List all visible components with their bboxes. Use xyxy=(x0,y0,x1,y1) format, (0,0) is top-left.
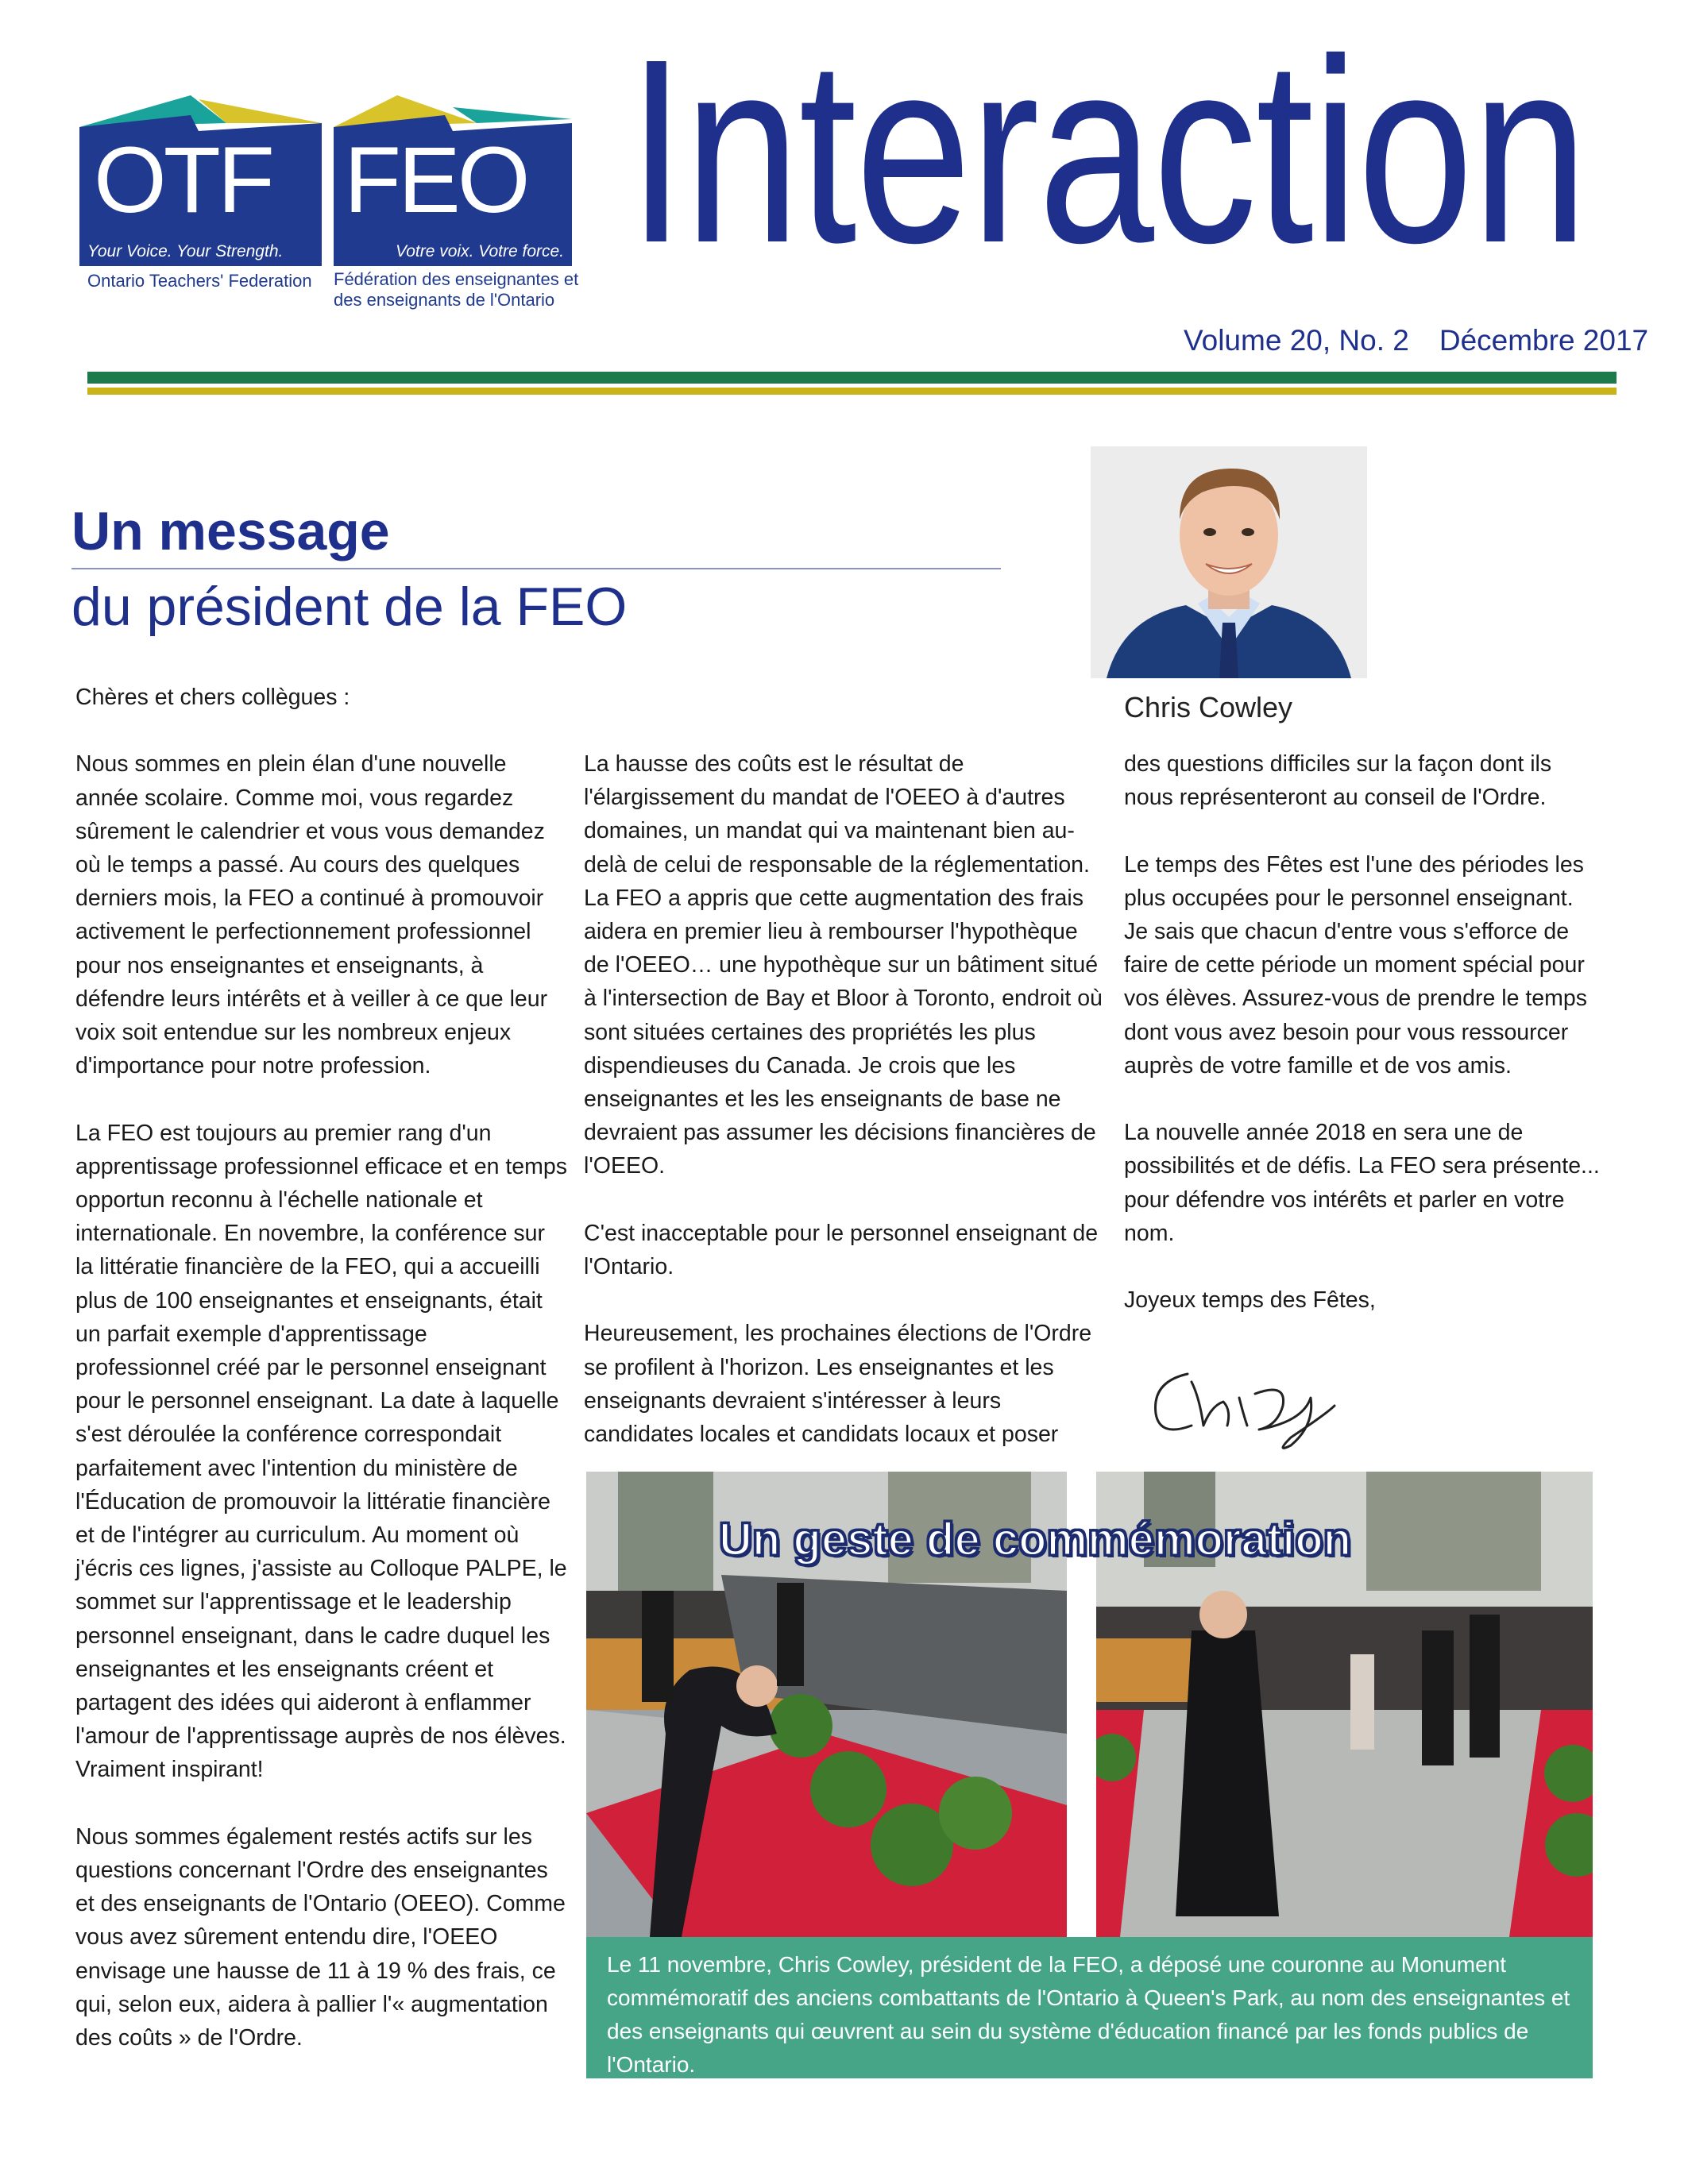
logo-org-en: Ontario Teachers' Federation xyxy=(87,271,312,291)
signature-image xyxy=(1144,1350,1350,1461)
header-rule-green xyxy=(87,372,1617,384)
headline-divider xyxy=(71,568,1001,569)
col1-salutation: Chères et chers collègues : xyxy=(75,685,350,710)
col3-closing: Joyeux temps des Fêtes, xyxy=(1124,1287,1376,1314)
paragraph-gap xyxy=(584,1283,1108,1317)
issue-volume: Volume 20, No. 2 xyxy=(1184,324,1409,357)
paragraph-gap xyxy=(1124,1250,1601,1283)
col1-paragraph: Nous sommes en plein élan d'une nouvelle année scolaire. Comme moi, vous regardez sûrement le calendrier et vous vous demandez où le temps a passé. Au cours des quelques derniers mois, la FEO a continué à promouvoir activement le perfectionnement professionnel pour nos enseignantes et enseignants, à défendre leurs intérêts et à veiller à ce que leur voix soit entendue sur les nombreux enjeux d'importance pour notre profession. xyxy=(75,751,548,1079)
col3-paragraph: Le temps des Fêtes est l'une des périodes les plus occupées pour le personnel enseignant. Je sais que chacun d'entre vous s'efforce de faire de cette période un moment spécial pour vos élèves. Assurez-vous de prendre le temps dont vous avez besoin pour vous ressourcer auprès de votre famille et de vos amis. xyxy=(1124,851,1587,1078)
col2-paragraph: La hausse des coûts est le résultat de l'élargissement du mandat de l'OEEO à d'autres domaines, un mandat qui va maintenant bien au-delà de celui de responsable de la réglementation. La FEO a appris que cette augmentation des frais aidera en premier lieu à rembourser l'hypothèque de l'OEEO… une hypothèque sur un bâtiment situé à l'intersection de Bay et Bloor à Toronto, endroit où sont situées certaines des propriétés les plus dispendieuses du Canada. Je crois que les enseignantes et les les enseignants de base ne devraient pas assumer les décisions financières de l'OEEO. xyxy=(584,751,1103,1179)
paragraph-gap xyxy=(1124,814,1601,847)
paragraph-gap xyxy=(75,714,568,747)
president-portrait xyxy=(1091,446,1367,678)
logo-tagline-en: Your Voice. Your Strength. xyxy=(87,242,284,260)
paragraph-gap xyxy=(75,1082,568,1116)
article-column-3 xyxy=(1124,747,1601,1317)
logo-org-fr-line2: des enseignants de l'Ontario xyxy=(334,290,555,310)
photo-caption: Le 11 novembre, Chris Cowley, président de la FEO, a déposé une couronne au Monument commémoratif des anciens combattants de l'Ontario à Queen's Park, au nom des enseignantes et des enseignants qui œuvrent au sein du système d'éducation financé par les fonds publics de l'Ontario. xyxy=(586,1937,1593,2078)
article-column-2 xyxy=(584,747,1108,1451)
col3-paragraph: La nouvelle année 2018 en sera une de possibilités et de défis. La FEO sera présente... pour défendre vos intérêts et parler en votre nom. xyxy=(1124,1120,1600,1246)
photo-section-title: Un geste de commémoration xyxy=(719,1514,1352,1565)
logo-otf-text: OTF xyxy=(94,128,272,233)
logo-org-fr-line1: Fédération des enseignantes et xyxy=(334,269,579,289)
col1-paragraph: La FEO est toujours au premier rang d'un apprentissage professionnel efficace et en temps opportun reconnu à l'échelle nationale et internationale. En novembre, la conférence sur la littératie financière de la FEO, qui a accueilli plus de 100 enseignantes et enseignants, était un parfait exemple d'apprentissage professionnel créé par le personnel enseignant pour le personnel enseignant. La date à laquelle s'est déroulée la conférence correspondait parfaitement avec l'intention du ministère de l'Éducation de promouvoir la littératie financière et de l'intégrer au curriculum. Au moment où j'écris ces lignes, j'assiste au Colloque PALPE, le sommet sur l'apprentissage et le leadership personnel enseignant, dans le cadre duquel les enseignantes et les enseignants créent et partagent des idées qui aideront à enflammer l'amour de l'apprentissage auprès de nos élèves. Vraiment inspirant! xyxy=(75,1120,567,1783)
paragraph-gap xyxy=(75,1787,568,1820)
headline-sub: du président de la FEO xyxy=(71,577,628,637)
paragraph-gap xyxy=(584,1183,1108,1217)
col2-paragraph: C'est inacceptable pour le personnel enseignant de l'Ontario. xyxy=(584,1220,1099,1280)
article-column-1 xyxy=(75,681,568,2055)
col1-paragraph: Nous sommes également restés actifs sur les questions concernant l'Ordre des enseignantes et des enseignants de l'Ontario (OEEO). Comme vous avez sûrement entendu dire, l'OEEO envisage une hausse de 11 à 19 % des frais, ce qui, selon eux, aidera à pallier l'« augmentation des coûts » de l'Ordre. xyxy=(75,1823,566,2051)
portrait-caption: Chris Cowley xyxy=(1124,691,1293,723)
paragraph-gap xyxy=(1124,1082,1601,1116)
otf-feo-logo xyxy=(79,91,588,318)
president-signature xyxy=(1144,1350,1350,1465)
portrait-image xyxy=(1091,446,1367,678)
masthead-title: Interaction xyxy=(628,4,1587,297)
header-rule-yellow xyxy=(87,388,1617,395)
col2-paragraph: Heureusement, les prochaines élections de l'Ordre se profilent à l'horizon. Les enseignantes et les enseignants devraient s'intéresser à leurs candidates locales et candidats locaux et poser xyxy=(584,1321,1092,1448)
headline-main: Un message xyxy=(71,501,390,561)
logo-tagline-fr: Votre voix. Votre force. xyxy=(396,242,565,260)
issue-date: Décembre 2017 xyxy=(1439,324,1649,357)
issue-info xyxy=(1184,324,1678,357)
logo-feo-text: FEO xyxy=(344,128,527,233)
col3-paragraph: des questions difficiles sur la façon dont ils nous représenteront au conseil de l'Ordre. xyxy=(1124,751,1552,811)
